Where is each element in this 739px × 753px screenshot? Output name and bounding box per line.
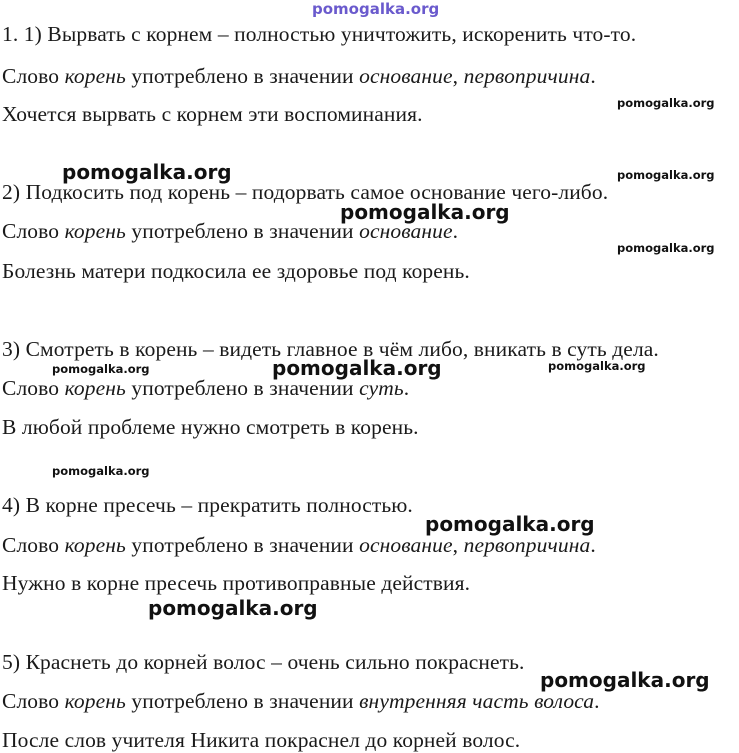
top-watermark: pomogalka.org: [312, 0, 440, 18]
example-4: Нужно в корне пресечь противоправные действия.: [2, 571, 471, 595]
watermark-large: pomogalka.org: [540, 668, 710, 692]
watermark-large: pomogalka.org: [62, 160, 232, 184]
watermark-small: pomogalka.org: [548, 359, 646, 373]
example-2: Болезнь матери подкосила ее здоровье под корень.: [2, 259, 470, 283]
watermark-large: pomogalka.org: [148, 596, 318, 620]
usage-1: Слово корень употреблено в значении основание, первопричина.: [2, 64, 596, 88]
watermark-small: pomogalka.org: [617, 241, 715, 255]
example-3: В любой проблеме нужно смотреть в корень.: [2, 415, 419, 439]
watermark-large: pomogalka.org: [340, 200, 510, 224]
definition-1: 1. 1) Вырвать с корнем – полностью уничтожить, искоренить что-то.: [2, 22, 637, 46]
usage-4: Слово корень употреблено в значении основание, первопричина.: [2, 533, 596, 557]
watermark-small: pomogalka.org: [617, 168, 715, 182]
example-5: После слов учителя Никита покраснел до корней волос.: [2, 728, 521, 752]
usage-2: Слово корень употреблено в значении основание.: [2, 219, 459, 243]
watermark-small: pomogalka.org: [52, 464, 150, 478]
definition-2: 2) Подкосить под корень – подорвать самое основание чего-либо.: [2, 180, 609, 204]
watermark-small: pomogalka.org: [52, 362, 150, 376]
watermark-large: pomogalka.org: [425, 512, 595, 536]
definition-5: 5) Краснеть до корней волос – очень сильно покраснеть.: [2, 650, 525, 674]
watermark-large: pomogalka.org: [272, 356, 442, 380]
definition-3: 3) Смотреть в корень – видеть главное в чём либо, вникать в суть дела.: [2, 337, 659, 361]
example-1: Хочется вырвать с корнем эти воспоминания.: [2, 102, 423, 126]
usage-3: Слово корень употреблено в значении суть.: [2, 376, 410, 400]
usage-5: Слово корень употреблено в значении внутренняя часть волоса.: [2, 689, 600, 713]
definition-4: 4) В корне пресечь – прекратить полностью.: [2, 493, 413, 517]
watermark-small: pomogalka.org: [617, 96, 715, 110]
